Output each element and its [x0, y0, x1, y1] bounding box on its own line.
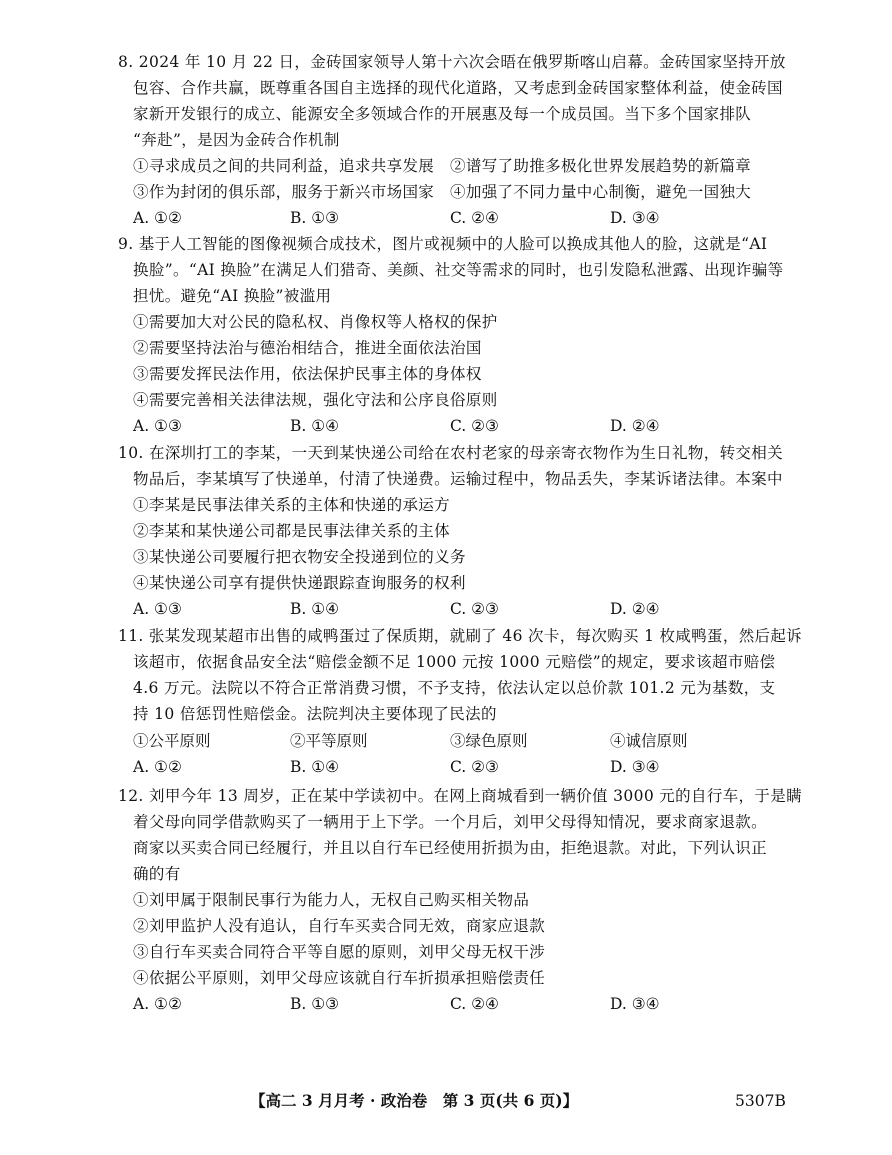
statement-3: ③某快递公司要履行把衣物安全投递到位的义务: [133, 548, 466, 566]
choice-c: C. ②④: [450, 209, 499, 227]
answer-choices: [0, 599, 892, 621]
question-stem-line: 8. 2024 年 10 月 22 日，金砖国家领导人第十六次会晤在俄罗斯喀山启幕。金砖国家坚持开放: [118, 53, 786, 71]
statement-2: ②平等原则: [290, 732, 368, 750]
choice-d: D. ②④: [610, 600, 660, 618]
statement-3: ③需要发挥民法作用，依法保护民事主体的身体权: [133, 365, 482, 383]
footer-title: 【高二 3 月月考 · 政治卷 第 3 页(共 6 页)】: [250, 1091, 579, 1110]
statement-2: ②刘甲监护人没有追认，自行车买卖合同无效，商家应退款: [133, 917, 546, 935]
choice-c: C. ②③: [450, 417, 499, 435]
question-stem-line: “奔赴”，是因为金砖合作机制: [133, 131, 340, 149]
choice-d: D. ③④: [610, 209, 660, 227]
question-stem-line: 家新开发银行的成立、能源安全多领域合作的开展惠及每一个成员国。当下多个国家排队: [133, 105, 752, 123]
statement-3: ③绿色原则: [450, 732, 528, 750]
statement-4: ④依据公平原则，刘甲父母应该就自行车折损承担赔偿责任: [133, 969, 546, 987]
choice-b: B. ①④: [290, 600, 340, 618]
question-stem-line: 换脸”。“AI 换脸”在满足人们猎奇、美颜、社交等需求的同时，也引发隐私泄露、出现诈骗等: [133, 261, 784, 279]
question-stem-line: 9. 基于人工智能的图像视频合成技术，图片或视频中的人脸可以换成其他人的脸，这就是“AI: [118, 235, 768, 253]
question-stem-line: 4.6 万元。法院以不符合正常消费习惯，不予支持，依法认定以总价款 101.2 元为基数，支: [133, 679, 776, 697]
page-footer: [0, 1090, 892, 1114]
statement-4: ④需要完善相关法律法规，强化守法和公序良俗原则: [133, 391, 498, 409]
statement-2: ②谱写了助推多极化世界发展趋势的新篇章: [450, 157, 752, 175]
statement-2: ②需要坚持法治与德治相结合，推进全面依法治国: [133, 339, 482, 357]
choice-c: C. ②③: [450, 758, 499, 776]
statement-4: ④诚信原则: [610, 732, 688, 750]
question-stem-line: 商家以买卖合同已经履行，并且以自行车已经使用折损为由，拒绝退款。对此，下列认识正: [133, 839, 768, 857]
statement-3: ③作为封闭的俱乐部，服务于新兴市场国家: [133, 183, 435, 201]
answer-choices: [0, 416, 892, 438]
choice-b: B. ①③: [290, 995, 340, 1013]
paper-code: 5307B: [735, 1092, 786, 1110]
answer-choices: [0, 208, 892, 230]
choice-a: A. ①③: [133, 417, 182, 435]
statement-1: ①寻求成员之间的共同利益，追求共享发展: [133, 157, 435, 175]
question-stem-line: 担忧。避免“AI 换脸”被滥用: [133, 287, 332, 305]
statement-1: ①李某是民事法律关系的主体和快递的承运方: [133, 496, 451, 514]
statement-1: ①公平原则: [133, 732, 211, 750]
question-stem-line: 11. 张某发现某超市出售的咸鸭蛋过了保质期，就刷了 46 次卡，每次购买 1 枚咸鸭蛋，然后起诉: [118, 627, 803, 645]
choice-a: A. ①②: [133, 995, 182, 1013]
choice-a: A. ①②: [133, 758, 182, 776]
question-stem-line: 该超市，依据食品安全法“赔偿金额不足 1000 元按 1000 元赔偿”的规定，要求该超市赔偿: [133, 653, 776, 671]
statement-row: [0, 731, 892, 753]
choice-d: D. ②④: [610, 417, 660, 435]
choice-c: C. ②③: [450, 600, 499, 618]
choice-a: A. ①②: [133, 209, 182, 227]
question-stem-line: 包容、合作共赢，既尊重各国自主选择的现代化道路，又考虑到金砖国家整体利益，使金砖国: [133, 79, 783, 97]
choice-b: B. ①③: [290, 209, 340, 227]
question-stem-line: 持 10 倍惩罚性赔偿金。法院判决主要体现了民法的: [133, 705, 497, 723]
choice-d: D. ③④: [610, 758, 660, 776]
statement-4: ④加强了不同力量中心制衡，避免一国独大: [450, 183, 752, 201]
question-stem-line: 12. 刘甲今年 13 周岁，正在某中学读初中。在网上商城看到一辆价值 3000 元的自行车，于是瞒: [118, 787, 802, 805]
question-stem-line: 物品后，李某填写了快递单，付清了快递费。运输过程中，物品丢失，李某诉诸法律。本案中: [133, 470, 783, 488]
question-stem-line: 确的有: [133, 865, 181, 883]
statement-3: ③自行车买卖合同符合平等自愿的原则，刘甲父母无权干涉: [133, 943, 546, 961]
answer-choices: [0, 757, 892, 779]
choice-b: B. ①④: [290, 758, 340, 776]
choice-d: D. ③④: [610, 995, 660, 1013]
statement-2: ②李某和某快递公司都是民事法律关系的主体: [133, 522, 451, 540]
statement-1: ①需要加大对公民的隐私权、肖像权等人格权的保护: [133, 313, 498, 331]
question-stem-line: 着父母向同学借款购买了一辆用于上下学。一个月后，刘甲父母得知情况，要求商家退款。: [133, 813, 768, 831]
question-stem-line: 10. 在深圳打工的李某，一天到某快递公司给在农村老家的母亲寄衣物作为生日礼物，转交相关: [118, 444, 783, 462]
choice-b: B. ①④: [290, 417, 340, 435]
choice-a: A. ①③: [133, 600, 182, 618]
statement-4: ④某快递公司享有提供快递跟踪查询服务的权利: [133, 574, 466, 592]
answer-choices: [0, 994, 892, 1016]
statement-1: ①刘甲属于限制民事行为能力人，无权自己购买相关物品: [133, 891, 530, 909]
choice-c: C. ②④: [450, 995, 499, 1013]
